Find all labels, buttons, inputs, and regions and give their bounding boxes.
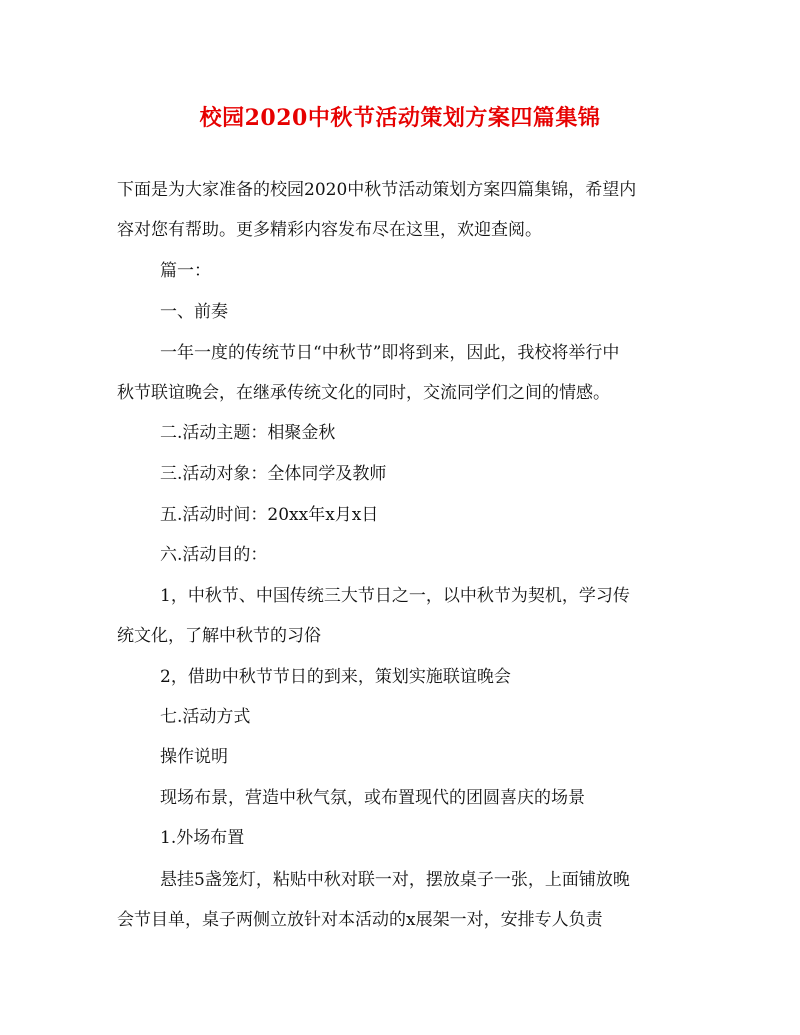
prelude-line-1: 一年一度的传统节日“中秋节”即将到来，因此，我校将举行中 [160, 343, 620, 363]
outdoor-heading: 1.外场布置 [160, 828, 245, 848]
prelude-line-2: 秋节联谊晚会，在继承传统文化的同时，交流同学们之间的情感。 [117, 383, 610, 403]
purpose-heading: 六.活动目的： [160, 545, 268, 565]
activity-target: 三.活动对象：全体同学及教师 [160, 464, 387, 484]
document-title: 校园2020中秋节活动策划方案四篇集锦 [199, 105, 601, 131]
intro-line-2: 容对您有帮助。更多精彩内容发布尽在这里，欢迎查阅。 [117, 220, 542, 240]
activity-theme: 二.活动主题：相聚金秋 [160, 423, 336, 443]
purpose-1-line-1: 1，中秋节、中国传统三大节日之一，以中秋节为契机，学习传 [160, 586, 630, 606]
method-heading: 七.活动方式 [160, 707, 251, 727]
purpose-2: 2，借助中秋节节日的到来，策划实施联谊晚会 [160, 667, 511, 687]
outdoor-line-2: 会节目单，桌子两侧立放针对本活动的x展架一对，安排专人负责 [117, 910, 603, 930]
outdoor-line-1: 悬挂5盏笼灯，粘贴中秋对联一对，摆放桌子一张，上面铺放晚 [160, 870, 630, 890]
operation-label: 操作说明 [160, 747, 228, 767]
scene-description: 现场布景，营造中秋气氛，或布置现代的团圆喜庆的场景 [160, 788, 585, 808]
heading-prelude: 一、前奏 [160, 302, 228, 322]
purpose-1-line-2: 统文化，了解中秋节的习俗 [117, 626, 321, 646]
intro-line-1: 下面是为大家准备的校园2020中秋节活动策划方案四篇集锦，希望内 [117, 180, 637, 200]
activity-time: 五.活动时间：20xx年x月x日 [160, 505, 379, 525]
section-label: 篇一： [160, 261, 211, 281]
